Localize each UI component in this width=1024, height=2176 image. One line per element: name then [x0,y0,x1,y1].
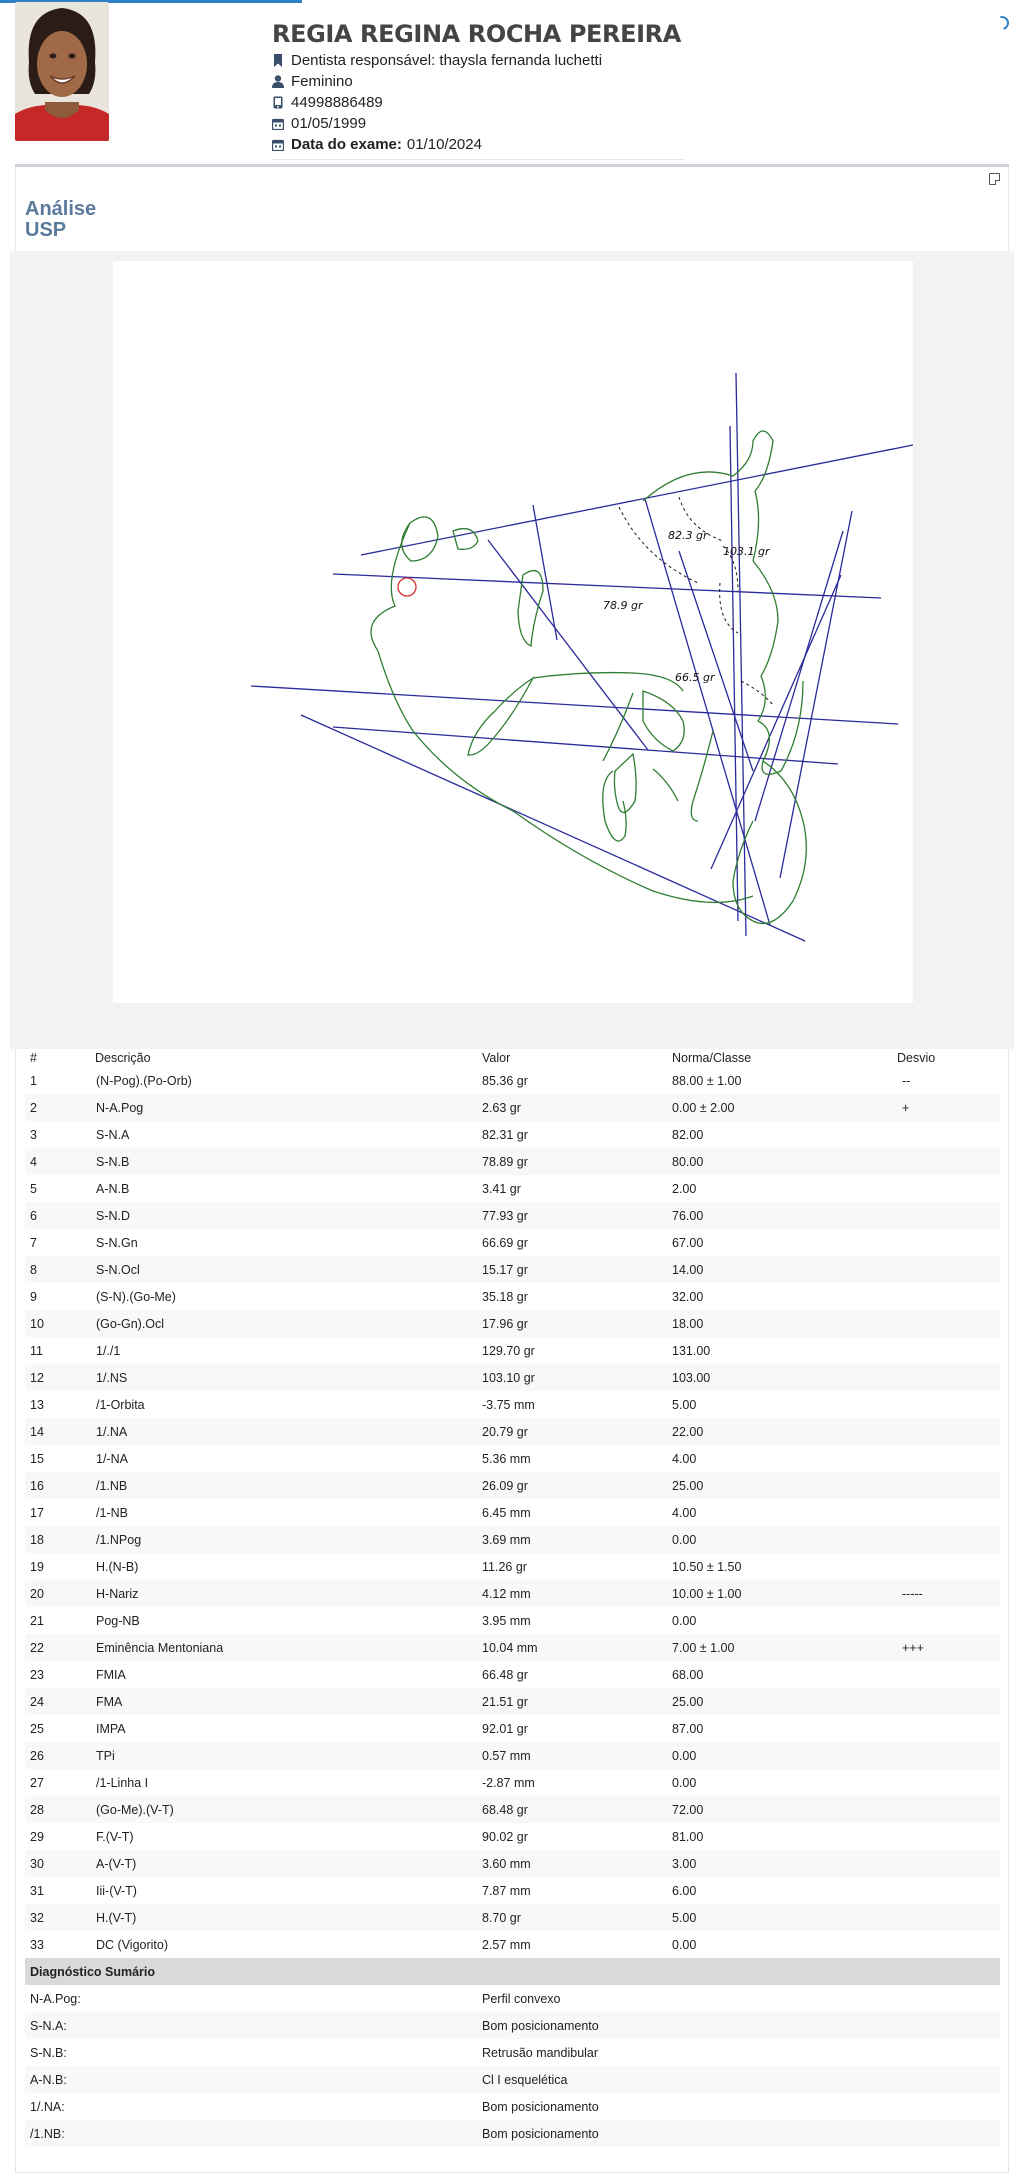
row-description: /1-Linha I [96,1775,149,1790]
row-description: /1-Orbita [96,1397,145,1412]
row-norm: 82.00 [672,1127,704,1142]
row-value: 103.10 gr [477,1364,667,1391]
dentist-row [272,50,684,71]
dentist-label: Dentista responsável: [291,52,436,69]
row-norm: 2.00 [672,1181,697,1196]
row-value: 82.31 gr [482,1127,528,1142]
row-description: TPi [90,1742,477,1769]
row-description: (S-N).(Go-Me) [96,1289,176,1304]
row-number: 17 [30,1505,44,1520]
row-deviation [892,1661,1000,1688]
summary-measure: S-N.B: [30,2045,67,2060]
reference-line [711,575,841,869]
note-icon[interactable] [989,173,1000,185]
row-deviation [892,1202,1000,1229]
loading-spinner-icon [992,13,1011,32]
table-header-row [25,1049,1000,1067]
row-norm: 3.00 [667,1850,892,1877]
row-number: 28 [25,1796,90,1823]
summary-diagnosis: Bom posicionamento [477,2012,1000,2039]
row-description: H.(N-B) [96,1559,139,1574]
table-row [25,1580,1000,1607]
row-deviation [892,1607,1000,1634]
row-norm: 0.00 [672,1775,697,1790]
summary-measure: S-N.A: [25,2012,477,2039]
row-norm: 0.00 ± 2.00 [667,1094,892,1121]
table-row [25,1634,1000,1661]
row-number: 19 [30,1559,44,1574]
row-value: 3.95 mm [482,1613,531,1628]
row-value: 20.79 gr [477,1418,667,1445]
row-deviation [892,1796,1000,1823]
summary-diagnosis-table [25,1958,1000,2147]
row-value: -2.87 mm [482,1775,535,1790]
row-description: A-N.B [96,1181,130,1196]
row-number: 15 [30,1451,44,1466]
row-description: DC (Vigorito) [96,1937,169,1952]
row-norm: 22.00 [667,1418,892,1445]
table-row [25,1310,1000,1337]
analysis-title-line1: Análise [25,198,97,220]
user-icon [272,75,284,89]
reference-line [730,426,738,921]
row-deviation [892,1391,1000,1418]
row-deviation: +++ [892,1634,1000,1661]
row-deviation [892,1418,1000,1445]
row-norm: 14.00 [667,1256,892,1283]
row-description: Pog-NB [96,1613,140,1628]
row-deviation: -- [902,1073,911,1088]
analysis-title-line2: USP [25,219,67,241]
row-deviation [892,1472,1000,1499]
row-norm: 72.00 [667,1796,892,1823]
row-norm: 0.00 [667,1742,892,1769]
reference-line [488,540,648,750]
summary-row [25,1985,1000,2012]
summary-diagnosis: Cl I esquelética [477,2066,1000,2093]
anatomy-contour [603,693,633,761]
row-value: 3.69 mm [477,1526,667,1553]
row-description: A-(V-T) [90,1850,477,1877]
anatomy-contour [753,561,778,721]
row-number: 13 [30,1397,44,1412]
table-row [25,1283,1000,1310]
row-number: 9 [30,1289,37,1304]
row-deviation [892,1121,1000,1148]
row-deviation [892,1850,1000,1877]
row-number: 6 [25,1202,90,1229]
anatomy-contour [691,731,713,821]
row-description: 1/.NS [90,1364,477,1391]
summary-row [25,2039,1000,2066]
row-description: S-N.B [90,1148,477,1175]
header-number: # [30,1051,37,1065]
summary-measure: /1.NB: [25,2120,477,2147]
row-deviation [892,1553,1000,1580]
summary-measure: N-A.Pog: [30,1991,81,2006]
dentist-name: thaysla fernanda luchetti [439,52,603,69]
row-number: 4 [25,1148,90,1175]
row-value: 21.51 gr [477,1688,667,1715]
row-norm: 0.00 [667,1526,892,1553]
table-row [25,1850,1000,1877]
row-description: 1/.NA [90,1418,477,1445]
row-norm: 87.00 [672,1721,704,1736]
row-norm: 0.00 [672,1613,697,1628]
table-row [25,1391,1000,1418]
row-norm: 0.00 [672,1937,697,1952]
row-number: 21 [30,1613,44,1628]
table-row [25,1094,1000,1121]
row-description: (Go-Gn).Ocl [90,1310,477,1337]
row-deviation: ----- [892,1580,1000,1607]
row-deviation [892,1769,1000,1796]
table-row [25,1229,1000,1256]
row-deviation [892,1364,1000,1391]
row-deviation [892,1877,1000,1904]
row-value: 8.70 gr [477,1904,667,1931]
patient-gender: Feminino [291,73,353,90]
row-number: 18 [25,1526,90,1553]
row-value: 35.18 gr [482,1289,528,1304]
table-row [25,1121,1000,1148]
row-description: /1.NPog [90,1526,477,1553]
mobile-phone-icon [272,96,284,110]
calendar-icon [272,138,284,152]
row-description: FMIA [96,1667,126,1682]
calendar-icon [272,117,284,131]
angle-label: 66.5 gr [675,671,715,684]
reference-line [333,727,838,764]
row-norm: 4.00 [672,1505,697,1520]
reference-line [361,445,913,555]
row-description: F.(V-T) [96,1829,134,1844]
row-norm: 103.00 [667,1364,892,1391]
row-norm: 18.00 [667,1310,892,1337]
patient-name: REGIA REGINA ROCHA PEREIRA [272,20,681,48]
table-row [25,1256,1000,1283]
table-row [25,1607,1000,1634]
table-row [25,1931,1000,1958]
reference-line [533,505,557,640]
row-norm: 7.00 ± 1.00 [667,1634,892,1661]
summary-measure: 1/.NA: [30,2099,65,2114]
row-value: 66.48 gr [482,1667,528,1682]
angle-label: 78.9 gr [603,599,643,612]
row-value: 90.02 gr [482,1829,528,1844]
row-norm: 25.00 [667,1472,892,1499]
angle-label: 103.1 gr [723,545,770,558]
table-row [25,1661,1000,1688]
row-deviation [892,1715,1000,1742]
row-value: 10.04 mm [477,1634,667,1661]
row-description: H.(V-T) [90,1904,477,1931]
row-description: Iii-(V-T) [96,1883,137,1898]
reference-line [333,574,881,598]
row-value: 26.09 gr [477,1472,667,1499]
header-value: Valor [482,1051,511,1065]
row-deviation [892,1337,1000,1364]
summary-row [25,2093,1000,2120]
row-description: 1/./1 [96,1343,121,1358]
row-value: 2.57 mm [482,1937,531,1952]
row-number: 5 [30,1181,37,1196]
reference-line [780,511,852,878]
row-number: 30 [25,1850,90,1877]
row-deviation [892,1310,1000,1337]
reference-line [679,551,753,771]
row-norm: 81.00 [672,1829,704,1844]
summary-row [25,2012,1000,2039]
header-deviation: Desvio [897,1051,936,1065]
row-description: (Go-Me).(V-T) [90,1796,477,1823]
summary-title: Diagnóstico Sumário [25,1958,1000,1985]
summary-diagnosis: Bom posicionamento [482,2099,599,2114]
patient-birth-date: 01/05/1999 [291,115,367,132]
table-row [25,1472,1000,1499]
row-description: /1.NB [90,1472,477,1499]
row-value: 6.45 mm [482,1505,531,1520]
row-number: 1 [30,1073,37,1088]
row-value: 2.63 gr [477,1094,667,1121]
row-value: 78.89 gr [477,1148,667,1175]
row-description: FMA [90,1688,477,1715]
angle-labels [603,529,771,684]
row-number: 12 [25,1364,90,1391]
row-value: 15.17 gr [477,1256,667,1283]
anatomy-contour [533,673,683,691]
gender-row [272,71,684,92]
row-norm: 88.00 ± 1.00 [672,1073,742,1088]
summary-measure: A-N.B: [25,2066,477,2093]
table-row [25,1742,1000,1769]
bookmark-icon [272,54,284,68]
table-row [25,1364,1000,1391]
row-norm: 6.00 [672,1883,697,1898]
table-row [25,1769,1000,1796]
row-value: 129.70 gr [482,1343,535,1358]
reference-line [645,499,770,925]
row-number: 11 [30,1343,43,1358]
row-norm: 80.00 [667,1148,892,1175]
row-norm: 76.00 [667,1202,892,1229]
row-norm: 10.00 ± 1.00 [667,1580,892,1607]
row-value: 4.12 mm [477,1580,667,1607]
row-norm: 131.00 [672,1343,711,1358]
row-number: 29 [30,1829,44,1844]
table-row [25,1904,1000,1931]
table-row [25,1067,1000,1094]
row-description: S-N.Ocl [90,1256,477,1283]
reference-line [251,686,898,724]
row-deviation [892,1148,1000,1175]
row-deviation [892,1256,1000,1283]
anatomy-contour [653,769,678,801]
row-deviation [892,1904,1000,1931]
row-number: 7 [30,1235,37,1250]
row-value: -3.75 mm [482,1397,535,1412]
row-value: 66.69 gr [482,1235,528,1250]
row-number: 24 [25,1688,90,1715]
row-deviation [892,1931,1000,1958]
row-deviation [892,1526,1000,1553]
anatomy-contour [643,431,773,561]
row-number: 26 [25,1742,90,1769]
exam-date-row [272,134,684,155]
anatomy-contour [453,529,478,550]
row-deviation [892,1688,1000,1715]
row-description: IMPA [96,1721,126,1736]
cephalometric-tracing [113,261,913,1003]
reference-line [755,531,843,821]
row-value: 85.36 gr [482,1073,528,1088]
row-number: 14 [25,1418,90,1445]
table-row [25,1148,1000,1175]
row-description: S-N.D [90,1202,477,1229]
row-number: 27 [30,1775,44,1790]
row-norm: 32.00 [672,1289,704,1304]
header-norm: Norma/Classe [672,1051,752,1065]
table-row [25,1715,1000,1742]
row-value: 0.57 mm [477,1742,667,1769]
row-number: 2 [25,1094,90,1121]
row-description: S-N.A [96,1127,130,1142]
row-description: Eminência Mentoniana [90,1634,477,1661]
row-number: 22 [25,1634,90,1661]
table-row [25,1175,1000,1202]
row-description: 1/-NA [96,1451,128,1466]
row-description: /1-NB [96,1505,128,1520]
analysis-results-table [25,1049,1000,1958]
table-row [25,1418,1000,1445]
table-row [25,1877,1000,1904]
birth-row [272,113,684,134]
summary-diagnosis: Retrusão mandibular [482,2045,599,2060]
row-value: 92.01 gr [482,1721,528,1736]
table-row [25,1526,1000,1553]
table-row [25,1337,1000,1364]
row-norm: 4.00 [672,1451,697,1466]
summary-diagnosis: Perfil convexo [482,1991,561,2006]
row-value: 17.96 gr [477,1310,667,1337]
row-number: 8 [25,1256,90,1283]
table-row [25,1202,1000,1229]
row-deviation [892,1229,1000,1256]
patient-photo [15,2,109,141]
angle-arc [741,681,773,705]
row-number: 31 [30,1883,44,1898]
row-value: 3.60 mm [477,1850,667,1877]
row-number: 33 [30,1937,44,1952]
row-value: 5.36 mm [482,1451,531,1466]
row-deviation [892,1175,1000,1202]
table-row [25,1499,1000,1526]
row-number: 20 [25,1580,90,1607]
table-row [25,1688,1000,1715]
summary-row [25,2066,1000,2093]
row-deviation [892,1445,1000,1472]
phone-row [272,92,684,113]
summary-row [25,2120,1000,2147]
patient-info [272,18,684,160]
row-number: 3 [30,1127,37,1142]
info-divider [272,159,684,160]
row-value: 7.87 mm [482,1883,531,1898]
row-deviation [892,1283,1000,1310]
row-description: (N-Pog).(Po-Orb) [96,1073,192,1088]
table-row [25,1445,1000,1472]
anatomy-contour [468,678,533,755]
summary-header-row [25,1958,1000,1985]
row-norm: 5.00 [667,1904,892,1931]
table-row [25,1796,1000,1823]
row-value: 77.93 gr [477,1202,667,1229]
row-norm: 5.00 [672,1397,697,1412]
row-norm: 67.00 [672,1235,704,1250]
exam-date-label: Data do exame: [291,136,402,153]
row-norm: 25.00 [667,1688,892,1715]
row-deviation [892,1742,1000,1769]
row-value: 68.48 gr [477,1796,667,1823]
row-description: S-N.Gn [96,1235,138,1250]
row-description: N-A.Pog [90,1094,477,1121]
analysis-title [25,199,96,241]
row-description: H-Nariz [90,1580,477,1607]
row-norm: 10.50 ± 1.50 [672,1559,742,1574]
row-value: 3.41 gr [482,1181,521,1196]
table-row [25,1553,1000,1580]
header-description: Descrição [95,1051,151,1065]
anatomy-contour [402,517,438,561]
landmark-marker [398,578,416,596]
row-number: 23 [30,1667,44,1682]
patient-phone: 44998886489 [291,94,383,111]
summary-diagnosis: Bom posicionamento [477,2120,1000,2147]
row-number: 16 [25,1472,90,1499]
row-deviation: + [892,1094,1000,1121]
row-norm: 68.00 [672,1667,704,1682]
row-deviation [892,1499,1000,1526]
anatomy-contour [643,691,684,751]
table-row [25,1823,1000,1850]
row-deviation [892,1823,1000,1850]
row-value: 11.26 gr [482,1559,527,1574]
row-number: 10 [25,1310,90,1337]
row-number: 25 [30,1721,44,1736]
exam-date: 01/10/2024 [406,136,482,153]
anatomy-contour [614,754,636,812]
angle-label: 82.3 gr [668,529,708,542]
row-number: 32 [25,1904,90,1931]
